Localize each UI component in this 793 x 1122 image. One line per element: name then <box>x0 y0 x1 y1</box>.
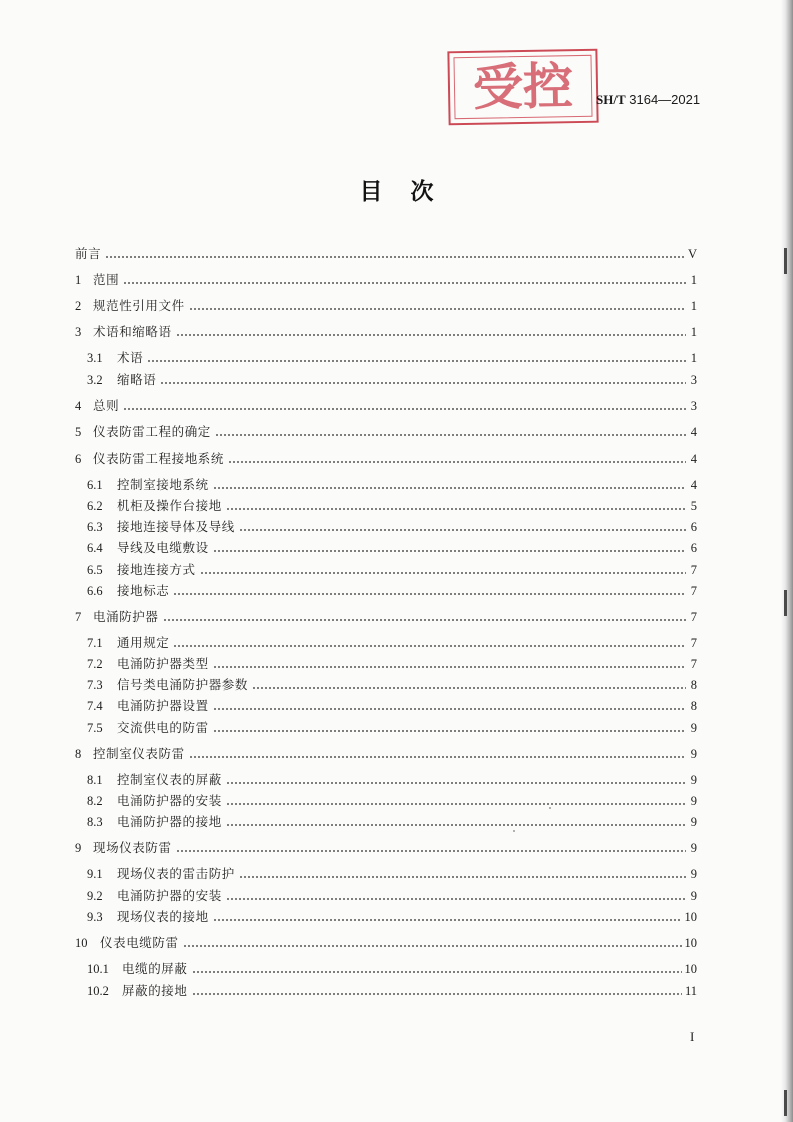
toc-entry-page: 10 <box>684 962 697 976</box>
standard-code-org: SH/T <box>596 92 626 107</box>
toc-entry-page: 9 <box>690 889 697 903</box>
toc-entry <box>87 372 697 388</box>
toc-entry-number: 6.3 <box>87 520 103 534</box>
toc-entry-title: 电涌防护器类型 <box>117 656 209 671</box>
toc-entry-title: 范围 <box>93 272 120 287</box>
controlled-copy-stamp <box>447 49 598 126</box>
toc-leader-dots <box>239 529 686 531</box>
toc-entry-page: 1 <box>690 273 697 287</box>
toc-entry-page: 8 <box>690 678 697 692</box>
toc-entry <box>87 983 697 999</box>
toc-entry-page: 1 <box>690 351 697 365</box>
toc-entry-title: 控制室接地系统 <box>117 477 209 492</box>
toc-entry <box>75 840 697 856</box>
toc-leader-dots <box>226 803 686 805</box>
toc-entry-page: 9 <box>690 773 697 787</box>
toc-entry-title: 电缆的屏蔽 <box>122 961 188 976</box>
toc-leader-dots <box>192 993 682 995</box>
stamp-text: 受控 <box>453 55 592 119</box>
toc-entry-page: V <box>687 247 697 261</box>
toc-entry-number: 10.1 <box>87 962 109 976</box>
toc-entry-number: 3.1 <box>87 351 103 365</box>
toc-entry <box>75 746 697 762</box>
toc-entry-number: 9.3 <box>87 910 103 924</box>
toc-entry-number: 4 <box>75 399 82 413</box>
toc-entry-page: 4 <box>690 425 697 439</box>
toc-entry-title: 电涌防护器的接地 <box>117 814 222 829</box>
toc-entry-title: 仪表防雷工程的确定 <box>93 424 211 439</box>
toc-leader-dots <box>192 971 682 973</box>
toc-entry <box>87 698 697 714</box>
toc-entry <box>87 814 697 830</box>
toc-leader-dots <box>213 666 686 668</box>
toc-entry-title: 电涌防护器设置 <box>117 698 209 713</box>
toc-entry-page: 1 <box>690 299 697 313</box>
toc-entry <box>87 540 697 556</box>
scan-speck <box>513 830 515 832</box>
toc-entry-page: 6 <box>690 541 697 555</box>
toc-entry <box>87 519 697 535</box>
toc-entry <box>75 246 697 262</box>
toc-entry-number: 8.2 <box>87 794 103 808</box>
toc-entry-number: 7.4 <box>87 699 103 713</box>
toc-entry-page: 11 <box>684 984 697 998</box>
toc-entry-title: 前言 <box>75 246 102 261</box>
edge-mark <box>784 248 787 274</box>
toc-entry-page: 9 <box>690 841 697 855</box>
toc-entry <box>87 888 697 904</box>
toc-entry-title: 电涌防护器的安装 <box>117 888 222 903</box>
toc-entry-page: 9 <box>690 815 697 829</box>
toc-leader-dots <box>252 687 686 689</box>
toc-leader-dots <box>147 360 686 362</box>
edge-mark <box>784 1090 787 1116</box>
toc-leader-dots <box>200 572 686 574</box>
toc-entry-number: 6.1 <box>87 478 103 492</box>
toc-entry-number: 10.2 <box>87 984 109 998</box>
toc-entry-number: 3.2 <box>87 373 103 387</box>
toc-entry <box>75 298 697 314</box>
toc-leader-dots <box>226 782 686 784</box>
toc-leader-dots <box>123 408 686 410</box>
toc-entry-number: 9 <box>75 841 82 855</box>
toc-entry-page: 4 <box>690 452 697 466</box>
toc-entry-title: 控制室仪表的屏蔽 <box>117 772 222 787</box>
toc-leader-dots <box>226 898 686 900</box>
toc-entry-number: 7.2 <box>87 657 103 671</box>
edge-mark <box>784 590 787 616</box>
toc-entry-title: 总则 <box>93 398 120 413</box>
toc-entry-number: 9.1 <box>87 867 103 881</box>
toc-entry-page: 7 <box>690 610 697 624</box>
toc-leader-dots <box>189 756 686 758</box>
toc-entry-page: 3 <box>690 373 697 387</box>
toc-entry <box>87 498 697 514</box>
toc-entry-title: 现场仪表防雷 <box>93 840 172 855</box>
toc-entry-title: 控制室仪表防雷 <box>93 746 185 761</box>
toc-leader-dots <box>239 876 686 878</box>
toc-entry-title: 电涌防护器的安装 <box>117 793 222 808</box>
toc-leader-dots <box>213 919 682 921</box>
toc-entry <box>87 772 697 788</box>
toc-leader-dots <box>173 593 686 595</box>
toc-entry <box>75 324 697 340</box>
toc-entry-title: 接地连接导体及导线 <box>117 519 235 534</box>
page-title: 目次 <box>359 179 462 205</box>
toc-entry-page: 9 <box>690 867 697 881</box>
toc-entry-number: 7.3 <box>87 678 103 692</box>
toc-entry-title: 通用规定 <box>117 635 170 650</box>
toc-entry-title: 接地连接方式 <box>117 562 196 577</box>
toc-entry-number: 7.5 <box>87 721 103 735</box>
toc-entry <box>87 720 697 736</box>
toc-entry <box>87 635 697 651</box>
toc-entry-page: 4 <box>690 478 697 492</box>
toc-entry-number: 7 <box>75 610 82 624</box>
toc-entry-number: 3 <box>75 325 82 339</box>
toc-entry-page: 7 <box>690 584 697 598</box>
toc-leader-dots <box>215 434 686 436</box>
toc-entry-number: 1 <box>75 273 82 287</box>
toc-entry <box>87 961 697 977</box>
toc-entry-page: 3 <box>690 399 697 413</box>
toc-entry-number: 6.4 <box>87 541 103 555</box>
scan-speck <box>549 807 551 809</box>
toc-entry-page: 5 <box>690 499 697 513</box>
toc-entry-number: 8.3 <box>87 815 103 829</box>
toc-entry <box>87 350 697 366</box>
toc-leader-dots <box>226 824 686 826</box>
toc-entry-title: 术语 <box>117 350 144 365</box>
toc-entry-page: 7 <box>690 563 697 577</box>
toc-entry-page: 7 <box>690 657 697 671</box>
toc-entry-page: 10 <box>684 936 697 950</box>
toc-entry-title: 导线及电缆敷设 <box>117 540 209 555</box>
toc-entry-title: 仪表电缆防雷 <box>100 935 179 950</box>
toc-entry <box>75 398 697 414</box>
toc-leader-dots <box>160 382 686 384</box>
toc-leader-dots <box>226 508 686 510</box>
toc-leader-dots <box>213 708 686 710</box>
toc-entry-title: 信号类电涌防护器参数 <box>117 677 249 692</box>
toc-entry <box>87 677 697 693</box>
toc-entry-page: 9 <box>690 747 697 761</box>
toc-entry-number: 5 <box>75 425 82 439</box>
toc-leader-dots <box>176 850 686 852</box>
toc-leader-dots <box>228 461 686 463</box>
toc-entry-page: 7 <box>690 636 697 650</box>
toc-entry-title: 屏蔽的接地 <box>122 983 188 998</box>
page-edge-shadow <box>781 0 793 1122</box>
toc-entry <box>87 793 697 809</box>
toc-entry <box>87 583 697 599</box>
toc-entry <box>75 451 697 467</box>
toc-leader-dots <box>105 256 685 258</box>
toc-entry <box>87 562 697 578</box>
toc-entry <box>75 609 697 625</box>
toc-entry-number: 6.2 <box>87 499 103 513</box>
page-number: I <box>690 1029 695 1044</box>
toc-entry-title: 机柜及操作台接地 <box>117 498 222 513</box>
toc-entry-page: 6 <box>690 520 697 534</box>
toc-entry-title: 规范性引用文件 <box>93 298 185 313</box>
toc-entry-page: 10 <box>684 910 697 924</box>
toc-entry <box>87 909 697 925</box>
toc-entry-number: 6.5 <box>87 563 103 577</box>
toc-entry-title: 电涌防护器 <box>93 609 159 624</box>
toc-entry-title: 缩略语 <box>117 372 157 387</box>
toc-entry-page: 9 <box>690 721 697 735</box>
toc-entry-number: 6 <box>75 452 82 466</box>
toc-entry-page: 1 <box>690 325 697 339</box>
toc-entry-number: 8 <box>75 747 82 761</box>
toc-entry-number: 9.2 <box>87 889 103 903</box>
toc-entry-number: 10 <box>75 936 88 950</box>
toc-entry <box>75 272 697 288</box>
toc-entry-title: 现场仪表的接地 <box>117 909 209 924</box>
toc-entry <box>75 935 697 951</box>
toc-leader-dots <box>176 334 686 336</box>
toc-leader-dots <box>189 308 686 310</box>
toc-leader-dots <box>183 945 682 947</box>
toc-entry-title: 交流供电的防雷 <box>117 720 209 735</box>
toc-entry-title: 现场仪表的雷击防护 <box>117 866 235 881</box>
toc-entry-number: 7.1 <box>87 636 103 650</box>
toc-entry <box>87 866 697 882</box>
toc-leader-dots <box>173 645 686 647</box>
toc-entry <box>87 656 697 672</box>
toc-entry-title: 接地标志 <box>117 583 170 598</box>
toc-leader-dots <box>123 282 686 284</box>
toc-entry <box>75 424 697 440</box>
toc-entry-number: 2 <box>75 299 82 313</box>
toc-entry-page: 9 <box>690 794 697 808</box>
toc-leader-dots <box>163 619 686 621</box>
toc-entry-title: 仪表防雷工程接地系统 <box>93 451 225 466</box>
standard-code-number: 3164—2021 <box>629 92 701 107</box>
toc-entry <box>87 477 697 493</box>
standard-code <box>596 92 700 108</box>
toc-leader-dots <box>213 550 686 552</box>
toc-leader-dots <box>213 730 686 732</box>
toc-entry-page: 8 <box>690 699 697 713</box>
toc-leader-dots <box>213 487 686 489</box>
toc-entry-title: 术语和缩略语 <box>93 324 172 339</box>
toc-entry-number: 6.6 <box>87 584 103 598</box>
toc-entry-number: 8.1 <box>87 773 103 787</box>
